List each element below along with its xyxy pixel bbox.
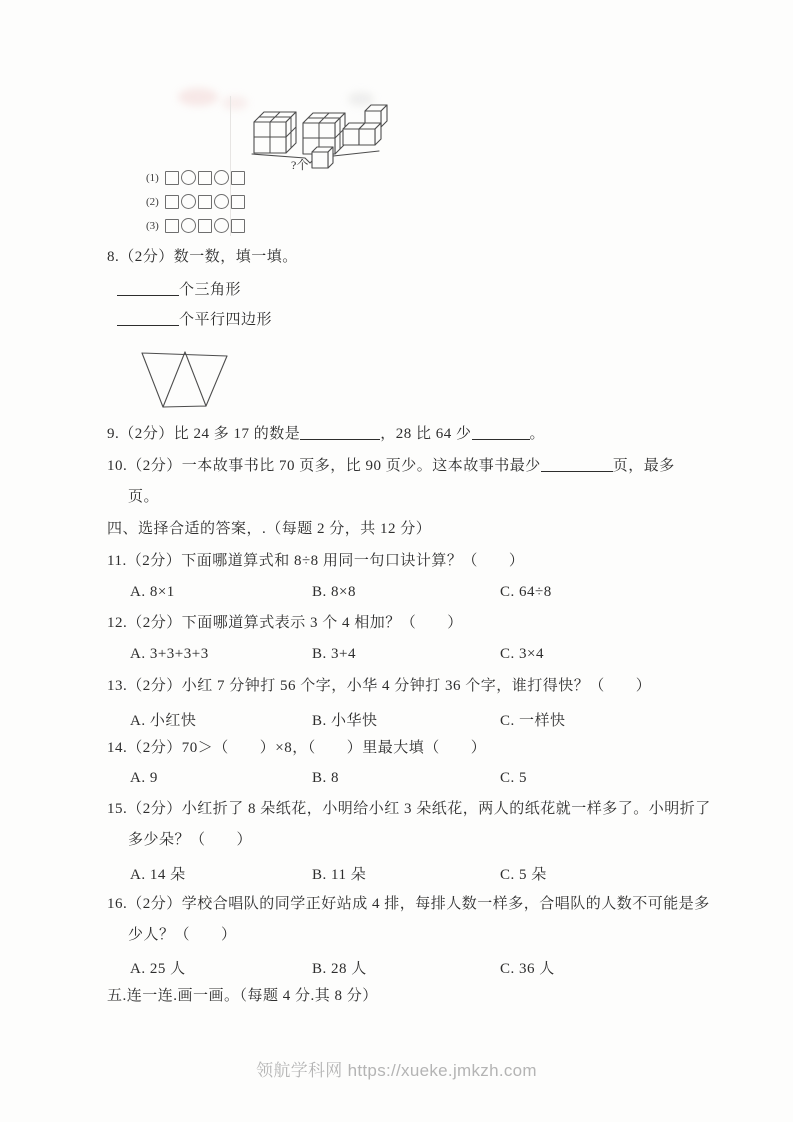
answer-blank	[117, 282, 179, 296]
option-b: B. 3+4	[312, 646, 356, 662]
question-8-head: 8.（2分）数一数，填一填。	[107, 249, 298, 265]
question-9-part-3: 。	[529, 426, 546, 442]
question-9-part-2: ，28 比 64 少	[380, 426, 472, 442]
cube-2x2x2-icon	[254, 112, 296, 153]
cube-count-question-label: ?个	[291, 158, 309, 172]
cubes-figure	[243, 96, 393, 180]
question-16-line-2: 少人？（ ）	[128, 927, 237, 943]
answer-blank	[300, 426, 380, 440]
pattern-square-icon	[165, 171, 179, 185]
option-a: A. 14 朵	[130, 867, 186, 883]
option-c: C. 5	[500, 770, 528, 786]
question-14-options	[130, 770, 527, 787]
question-15-line-2: 多少朵？（ ）	[128, 832, 253, 848]
question-11-stem: 11.（2分）下面哪道算式和 8÷8 用同一句口诀计算？（ ）	[107, 553, 525, 569]
question-11-options	[130, 584, 552, 601]
question-10-part-1: 10.（2分）一本故事书比 70 页多，比 90 页少。这本故事书最少	[107, 458, 541, 474]
pattern-circle-icon	[214, 194, 229, 209]
unit-cube-icon	[312, 147, 333, 168]
option-c: C. 64÷8	[500, 584, 552, 600]
question-16-line-1: 16.（2分）学校合唱队的同学正好站成 4 排，每排人数一样多，合唱队的人数不可能是多	[107, 896, 710, 912]
pattern-square-icon	[231, 171, 245, 185]
section-five-title: 五.连一连.画一画。（每题 4 分.其 8 分）	[107, 988, 378, 1004]
question-15-line-1: 15.（2分）小红折了 8 朵纸花，小明给小红 3 朵纸花，两人的纸花就一样多了。小明折了	[107, 801, 711, 817]
question-8-blank-2	[117, 312, 272, 329]
question-16-options	[130, 957, 555, 978]
option-a: A. 9	[130, 770, 158, 786]
question-10-line-2: 页。	[128, 489, 160, 505]
pattern-circle-icon	[214, 218, 229, 233]
question-8-blank-1	[117, 282, 241, 299]
pattern-circle-icon	[181, 194, 196, 209]
option-a: A. 8×1	[130, 584, 175, 600]
option-b: B. 11 朵	[312, 867, 367, 883]
watermark-footer: 领航学科网 https://xueke.jmkzh.com	[256, 1061, 537, 1080]
pattern-square-icon	[231, 195, 245, 209]
option-c: C. 5 朵	[500, 867, 547, 883]
pattern-row-2	[146, 194, 245, 209]
pattern-row-1	[146, 170, 245, 185]
question-12-stem: 12.（2分）下面哪道算式表示 3 个 4 相加？（ ）	[107, 615, 463, 631]
question-9	[107, 426, 545, 443]
option-b: B. 28 人	[312, 961, 367, 977]
answer-blank	[472, 426, 530, 440]
pattern-square-icon	[198, 219, 212, 233]
pattern-square-icon	[165, 195, 179, 209]
pattern-square-icon	[198, 195, 212, 209]
blank-2-label: 个平行四边形	[179, 312, 273, 328]
option-a: A. 小红快	[130, 713, 197, 729]
pattern-circle-icon	[214, 170, 229, 185]
option-c: C. 3×4	[500, 646, 544, 662]
answer-blank	[541, 458, 613, 472]
option-b: B. 8×8	[312, 584, 356, 600]
blank-1-label: 个三角形	[179, 282, 242, 298]
question-10-line-1	[107, 458, 675, 475]
option-a: A. 3+3+3+3	[130, 646, 209, 662]
question-9-part-1: 9.（2分）比 24 多 17 的数是	[107, 426, 301, 442]
option-b: B. 小华快	[312, 713, 378, 729]
pattern-square-icon	[231, 219, 245, 233]
pattern-circle-icon	[181, 218, 196, 233]
scan-smudge	[178, 88, 218, 106]
pattern-row-label: (2)	[146, 195, 159, 208]
question-15-options	[130, 863, 547, 884]
option-b: B. 8	[312, 770, 340, 786]
pattern-circle-icon	[181, 170, 196, 185]
pattern-square-icon	[165, 219, 179, 233]
scan-crease-line	[230, 96, 231, 236]
option-c: C. 36 人	[500, 961, 555, 977]
pattern-square-icon	[198, 171, 212, 185]
pattern-row-3	[146, 218, 245, 233]
triangles-figure	[133, 347, 233, 411]
option-c: C. 一样快	[500, 713, 566, 729]
question-13-stem: 13.（2分）小红 7 分钟打 56 个字，小华 4 分钟打 36 个字，谁打得快？（ ）	[107, 678, 652, 694]
question-13-options	[130, 709, 566, 730]
question-10-part-2: 页，最多	[612, 458, 675, 474]
cube-l-shape-icon	[343, 105, 387, 145]
pattern-row-label: (1)	[146, 171, 159, 184]
option-a: A. 25 人	[130, 961, 186, 977]
answer-blank	[117, 312, 179, 326]
question-14-stem: 14.（2分）70＞（ ）×8，（ ）里最大填（ ）	[107, 740, 487, 756]
question-12-options	[130, 646, 544, 663]
pattern-row-label: (3)	[146, 219, 159, 232]
section-four-title: 四、选择合适的答案，.（每题 2 分，共 12 分）	[107, 521, 432, 537]
